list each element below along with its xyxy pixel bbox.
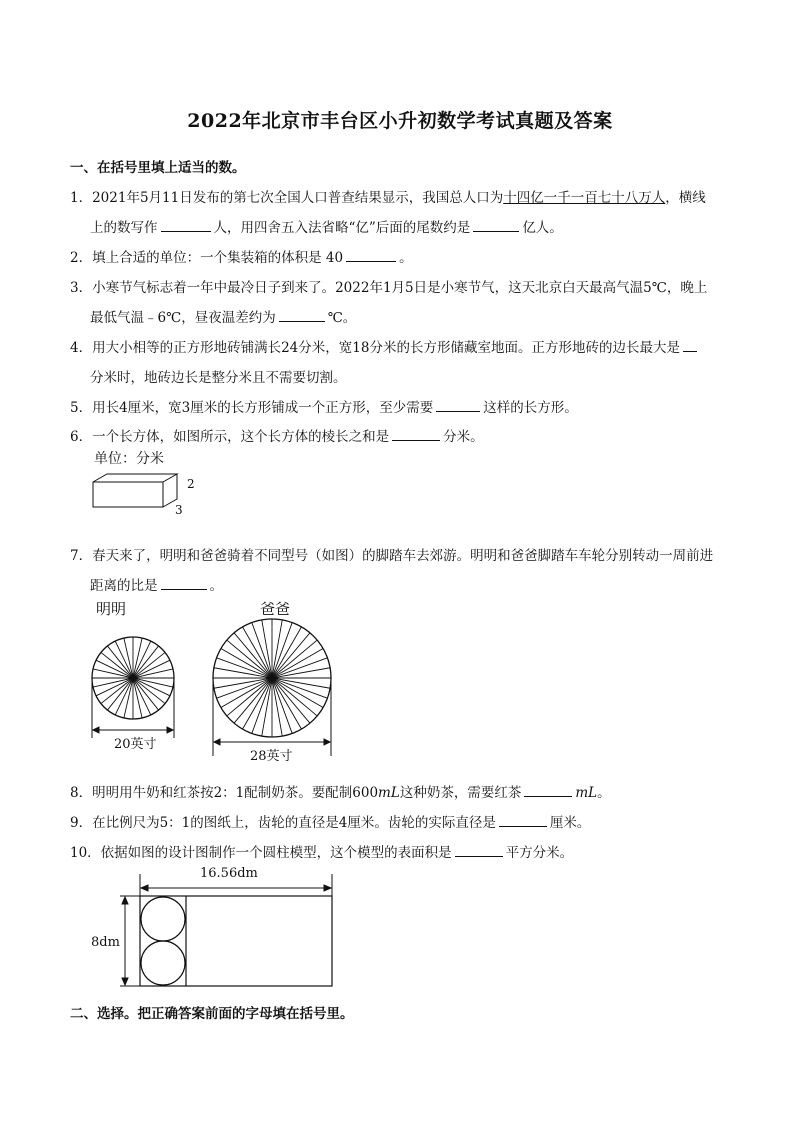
q6-text: 分米。 <box>443 429 484 445</box>
q8-unit: mL <box>378 785 400 801</box>
q1-underlined-number: 十四亿一千一百七十八万人 <box>503 190 666 206</box>
net-height-label: 8dm <box>91 935 120 950</box>
question-8 <box>70 781 611 801</box>
question-7-line-2 <box>90 574 223 594</box>
q9-text: 厘米。 <box>549 815 591 831</box>
net-height-dimension <box>120 896 140 986</box>
q4-text: 4．用大小相等的正方形地砖铺满长24分米，宽18分米的长方形储藏室地面。正方形地砖的边长最大是 <box>70 340 680 356</box>
q7-text: 距离的比是 <box>90 578 158 594</box>
cuboid-figure <box>86 444 216 520</box>
answer-blank[interactable] <box>346 249 396 262</box>
question-9 <box>70 811 590 831</box>
question-6 <box>70 425 484 445</box>
q8-text: 这种奶茶，需要红茶 <box>399 785 522 801</box>
q3-text: 最低气温﹣6℃，昼夜温差约为 <box>90 310 276 326</box>
q8-unit: mL <box>575 785 598 801</box>
net-width-label: 16.56dm <box>200 866 258 881</box>
net-shape <box>140 896 332 986</box>
question-1-line-1 <box>70 186 706 206</box>
question-2 <box>70 246 413 266</box>
section-2-heading: 二、选择。把正确答案前面的字母填在括号里。 <box>70 1006 354 1022</box>
q5-text: 这样的长方形。 <box>483 400 578 416</box>
answer-blank[interactable] <box>455 844 503 857</box>
question-4-line-1 <box>70 336 700 356</box>
bicycle-wheels-figure <box>84 598 344 766</box>
q7-text: 。 <box>209 578 223 594</box>
cylinder-net-figure <box>86 860 346 992</box>
q6-text: 6．一个长方体，如图所示，这个长方体的棱长之和是 <box>70 429 390 445</box>
question-7-line-1: 7．春天来了，明明和爸爸骑着不同型号（如图）的脚踏车去郊游。明明和爸爸脚踏车车轮分别转动一周前进 <box>70 548 714 564</box>
q1-text: 亿人。 <box>522 220 563 236</box>
answer-blank[interactable] <box>161 219 211 232</box>
cuboid-width-label: 3 <box>175 503 183 517</box>
answer-blank[interactable] <box>473 219 519 232</box>
cuboid-height-label: 2 <box>187 477 195 491</box>
question-3-line-2 <box>90 306 356 326</box>
question-5 <box>70 396 578 416</box>
q2-text: 2．填上合适的单位：一个集装箱的体积是 40 <box>70 250 344 266</box>
baba-size-label: 28英寸 <box>250 749 293 764</box>
question-3-line-1: 3．小寒节气标志着一年中最冷日子到来了。2022年1月5日是小寒节气，这天北京白天最高气温5℃，晚上 <box>70 280 708 296</box>
question-1-line-2 <box>90 216 563 236</box>
q3-text: ℃。 <box>327 310 357 326</box>
q2-text-end: 。 <box>399 250 413 266</box>
cuboid-unit-label: 单位：分米 <box>94 451 164 467</box>
answer-blank[interactable] <box>161 577 207 590</box>
answer-blank[interactable] <box>436 399 480 412</box>
answer-blank[interactable] <box>279 309 325 322</box>
question-4-line-2: 分米时，地砖边长是整分米且不需要切割。 <box>90 370 347 386</box>
answer-blank[interactable] <box>524 784 572 797</box>
q1-text: 1．2021年5月11日发布的第七次全国人口普查结果显示，我国总人口为 <box>70 190 504 206</box>
mingming-wheel <box>92 637 174 719</box>
q10-text: 10．依据如图的设计图制作一个圆柱模型，这个模型的表面积是 <box>70 845 452 861</box>
baba-label: 爸爸 <box>260 600 291 618</box>
baba-wheel <box>213 619 331 737</box>
mingming-label: 明明 <box>96 600 127 618</box>
answer-blank[interactable] <box>499 814 547 827</box>
question-10 <box>70 841 573 861</box>
q9-text: 9．在比例尺为5：1的图纸上，齿轮的直径是4厘米。齿轮的实际直径是 <box>70 815 496 831</box>
answer-blank[interactable] <box>392 428 440 441</box>
answer-blank[interactable] <box>683 339 697 352</box>
q8-text: 8．明明用牛奶和红茶按2：1配制奶茶。要配制600 <box>70 785 379 801</box>
q5-text: 5．用长4厘米，宽3厘米的长方形铺成一个正方形，至少需要 <box>70 400 434 416</box>
q1-text: 人，用四舍五入法省略“亿”后面的尾数约是 <box>213 220 471 236</box>
q1-text-end: ，横线 <box>665 190 706 206</box>
q10-text: 平方分米。 <box>505 845 574 861</box>
q1-text: 上的数写作 <box>90 220 158 236</box>
page-title: 2022年北京市丰台区小升初数学考试真题及答案 <box>187 110 613 132</box>
cuboid-shape <box>93 474 177 507</box>
q8-text: 。 <box>597 785 611 801</box>
mingming-size-label: 20英寸 <box>114 737 157 752</box>
section-1-heading: 一、在括号里填上适当的数。 <box>70 160 246 176</box>
